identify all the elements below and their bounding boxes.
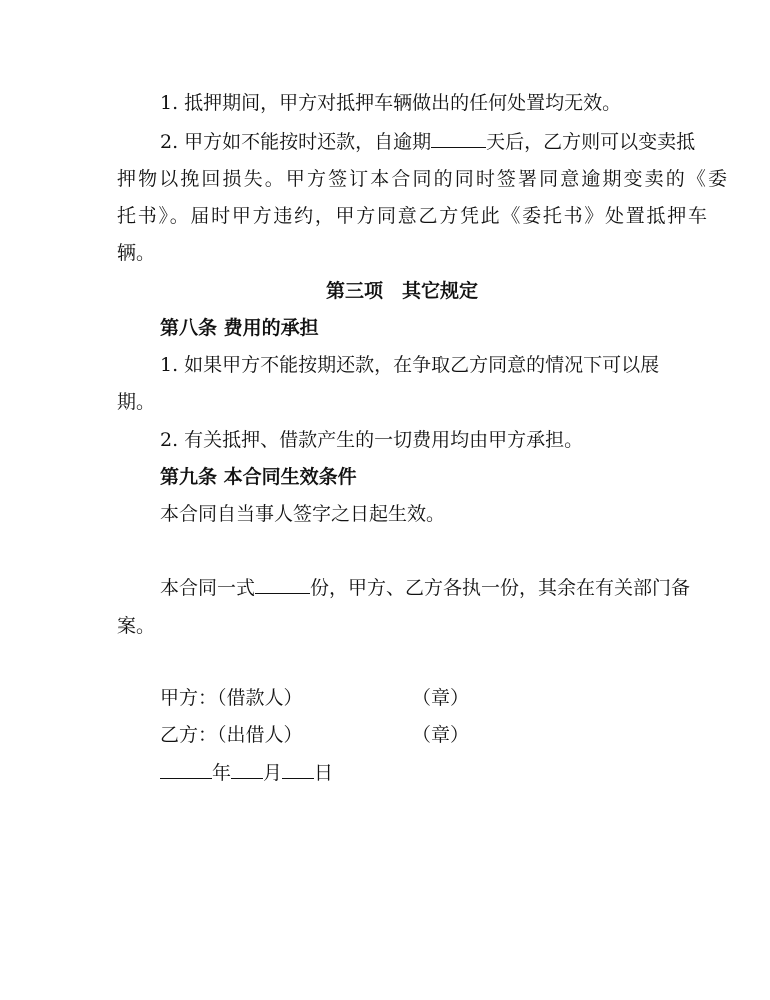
copies-count-blank[interactable] [255, 576, 310, 594]
days-blank[interactable] [431, 130, 486, 148]
month-label: 月 [263, 762, 283, 784]
article9-text: 本合同自当事人签字之日起生效。 [160, 503, 446, 525]
year-label: 年 [212, 762, 232, 784]
month-blank[interactable] [231, 761, 263, 779]
copies-line2: 案。 [117, 615, 156, 637]
clause2-line3: 托书》。届时甲方违约，甲方同意乙方凭此《委托书》处置抵押车 [117, 205, 707, 227]
party-a-label: 甲方：（借款人） [160, 687, 303, 709]
party-b-label: 乙方：（出借人） [160, 724, 303, 746]
party-b-seal: （章） [412, 724, 470, 746]
clause2-line1-before: 2. 甲方如不能按时还款，自逾期 [160, 131, 432, 153]
copies-line1 [160, 576, 690, 600]
article8-item2: 2. 有关抵押、借款产生的一切费用均由甲方承担。 [160, 429, 584, 451]
copies-after: 份，甲方、乙方各执一份，其余在有关部门备 [310, 577, 691, 599]
day-blank[interactable] [282, 761, 314, 779]
date-line [160, 761, 333, 785]
clause2-line4: 辆。 [117, 242, 156, 264]
article8-item1-line2: 期。 [117, 391, 156, 413]
clause2-line2: 押物以挽回损失。甲方签订本合同的同时签署同意逾期变卖的《委 [117, 168, 727, 190]
party-a-seal: （章） [412, 687, 470, 709]
year-blank[interactable] [160, 761, 212, 779]
article8-heading: 第八条 费用的承担 [160, 317, 319, 339]
article8-item1-line1: 1. 如果甲方不能按期还款，在争取乙方同意的情况下可以展 [160, 354, 660, 376]
section3-title: 第三项 其它规定 [326, 280, 479, 302]
article9-heading: 第九条 本合同生效条件 [160, 466, 357, 488]
copies-before: 本合同一式 [160, 577, 256, 599]
clause2-line1 [160, 130, 695, 154]
clause2-line1-after: 天后，乙方则可以变卖抵 [486, 131, 696, 153]
clause1-text: 1. 抵押期间，甲方对抵押车辆做出的任何处置均无效。 [160, 92, 622, 114]
day-label: 日 [314, 762, 334, 784]
